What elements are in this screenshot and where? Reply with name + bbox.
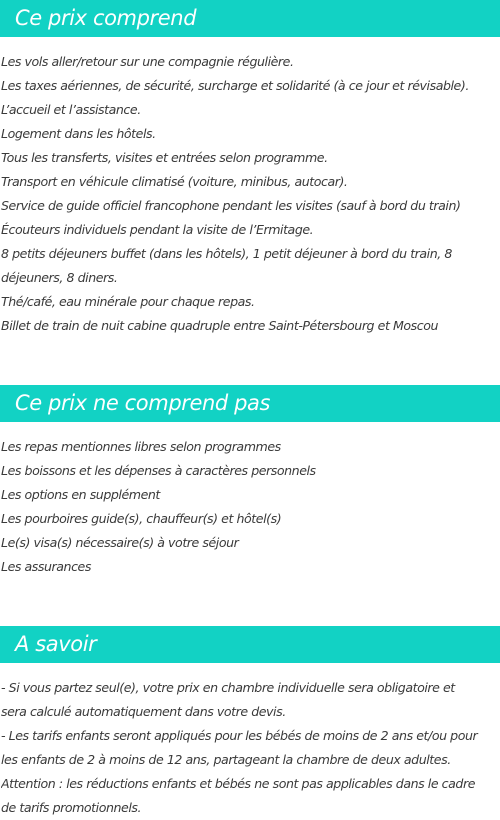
text-line: Les vols aller/retour sur une compagnie régulière. [1, 54, 294, 69]
text-line: Billet de train de nuit cabine quadruple entre Saint-Pétersbourg et Moscou [1, 318, 439, 333]
text-line: Les options en supplément [1, 487, 160, 502]
section-header-price-excludes [0, 385, 500, 422]
text-line: - Si vous partez seul(e), votre prix en chambre individuelle sera obligatoire et [1, 680, 455, 695]
text-line: Tous les transferts, visites et entrées selon programme. [1, 150, 328, 165]
text-line: Les boissons et les dépenses à caractères personnels [1, 463, 316, 478]
text-line: - Les tarifs enfants seront appliqués pour les bébés de moins de 2 ans et/ou pour [1, 728, 478, 743]
text-line: Transport en véhicule climatisé (voiture, minibus, autocar). [1, 174, 348, 189]
section-title: Ce prix ne comprend pas [15, 391, 271, 415]
text-line: Les pourboires guide(s), chauffeur(s) et hôtel(s) [1, 511, 282, 526]
section-header-good-to-know [0, 626, 500, 663]
text-line: Écouteurs individuels pendant la visite de l’Ermitage. [1, 222, 314, 237]
section-title: A savoir [15, 632, 97, 656]
section-good-to-know [0, 626, 500, 820]
text-line: Attention : les réductions enfants et bébés ne sont pas applicables dans le cadre [1, 776, 475, 791]
text-line: Logement dans les hôtels. [1, 126, 156, 141]
info-text-block [0, 676, 500, 820]
text-line: Thé/café, eau minérale pour chaque repas. [1, 294, 255, 309]
text-line: de tarifs promotionnels. [1, 800, 142, 815]
section-price-includes [0, 0, 500, 338]
text-line: Les repas mentionnes libres selon programmes [1, 439, 281, 454]
section-title: Ce prix comprend [15, 6, 197, 30]
excluded-items-list [0, 435, 500, 579]
text-line: L’accueil et l’assistance. [1, 102, 141, 117]
text-line: les enfants de 2 à moins de 12 ans, partageant la chambre de deux adultes. [1, 752, 451, 767]
text-line: 8 petits déjeuners buffet (dans les hôtels), 1 petit déjeuner à bord du train, 8 [1, 246, 452, 261]
text-line: sera calculé automatiquement dans votre devis. [1, 704, 286, 719]
included-items-list [0, 50, 500, 338]
text-line: Service de guide officiel francophone pendant les visites (sauf à bord du train) [1, 198, 461, 213]
text-line: Les taxes aériennes, de sécurité, surcharge et solidarité (à ce jour et révisable). [1, 78, 469, 93]
text-line: Le(s) visa(s) nécessaire(s) à votre séjour [1, 535, 239, 550]
section-header-price-includes [0, 0, 500, 37]
section-price-excludes [0, 385, 500, 579]
text-line: déjeuners, 8 diners. [1, 270, 118, 285]
text-line: Les assurances [1, 559, 91, 574]
